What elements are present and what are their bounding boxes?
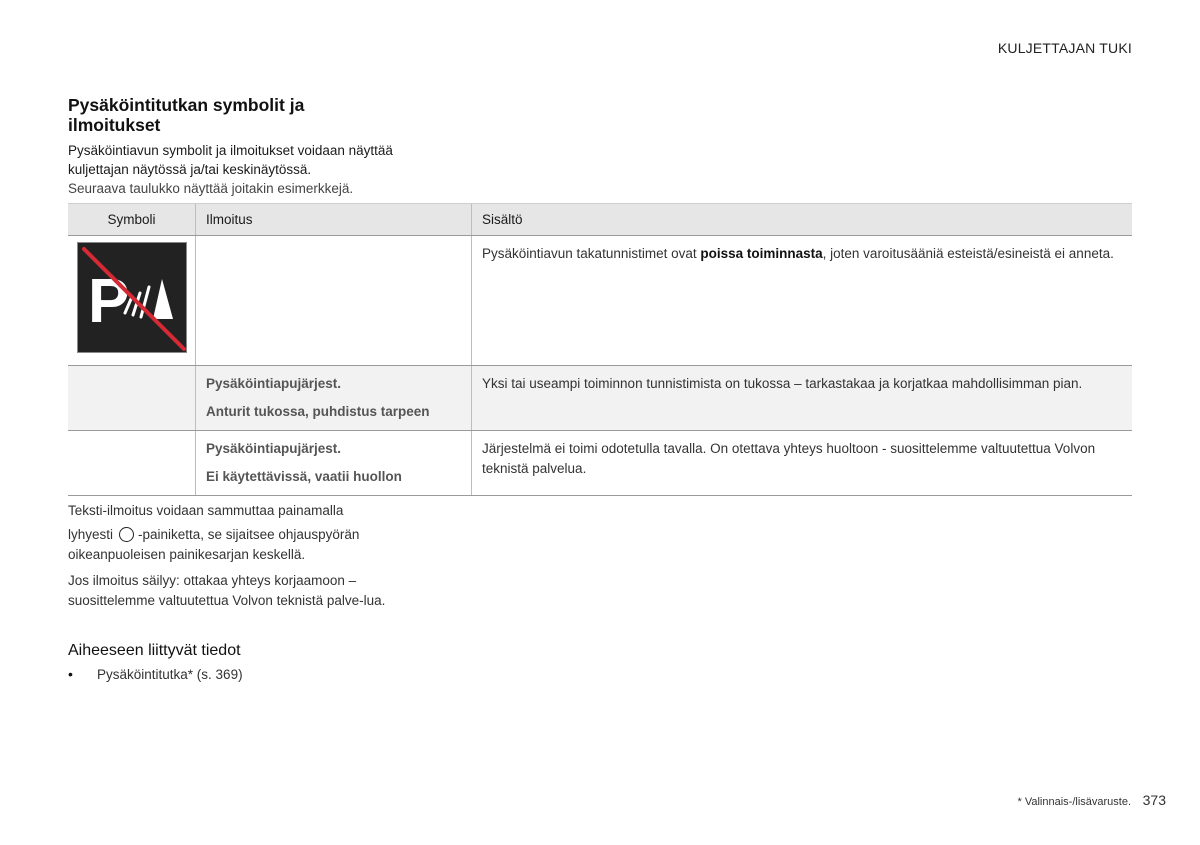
page-title: Pysäköintitutkan symbolit ja ilmoitukset [68,95,305,135]
content-text-post: , joten varoitusääniä esteistä/esineistä ei anneta. [822,246,1114,261]
dismiss-line-1: Teksti-ilmoitus voidaan sammuttaa painamalla [68,503,344,518]
parking-sensor-off-icon [77,242,187,353]
related-info-item[interactable]: • Pysäköintitutka* (s. 369) [68,664,243,685]
dismiss-post: -painiketta, se sijaitsee ohjauspyörän oikeanpuoleisen painikesarjan keskellä. [68,527,360,562]
dismiss-line-2 [68,525,408,565]
table-row [68,236,1132,366]
message-cell [196,236,472,366]
parking-sensor-off-graphic [78,243,188,354]
content-cell: Järjestelmä ei toimi odotetulla tavalla. On otettava yhteys huoltoon - suosittelemme valtuutettua Volvon teknistä palvelua. [472,431,1133,496]
table-row [68,366,1132,431]
message-cell [196,431,472,496]
footnote: * Valinnais-/lisävaruste. [1017,796,1132,808]
page-number: 373 [1142,792,1166,808]
content-text-pre: Pysäköintiavun takatunnistimet ovat [482,246,701,261]
running-header: KULJETTAJAN TUKI [997,40,1132,56]
symbols-table [68,203,1132,496]
parking-p-glyph: P [88,267,130,336]
content-cell [472,236,1133,366]
symbol-cell [68,431,196,496]
header-message: Ilmoitus [196,204,472,236]
message-line-2: Ei käytettävissä, vaatii huollon [206,469,402,484]
symbol-cell [68,366,196,431]
message-line-1: Pysäköintiapujärjest. [206,441,342,456]
table-header-row [68,204,1132,236]
content-cell: Yksi tai useampi toiminnon tunnistimista on tukossa – tarkastakaa ja korjatkaa mahdollisimman pian. [472,366,1133,431]
dismiss-pre: lyhyesti [68,527,114,542]
message-line-2: Anturit tukossa, puhdistus tarpeen [206,404,430,419]
intro-line-1: Pysäköintiavun symbolit ja ilmoitukset voidaan näyttää kuljettajan näytössä ja/tai keskinäytössä. [68,143,393,177]
related-info-list [68,664,243,685]
page-footer [1018,792,1167,808]
message-cell [196,366,472,431]
header-symbol: Symboli [68,204,196,236]
table-row [68,431,1132,496]
intro-line-2: Seuraava taulukko näyttää joitakin esimerkkejä. [68,181,354,196]
content-text-bold: poissa toiminnasta [700,246,823,261]
obstacle-cone [153,279,173,319]
related-info-title: Aiheeseen liittyvät tiedot [68,642,241,659]
persist-instructions: Jos ilmoitus säilyy: ottakaa yhteys korjaamoon – suosittelemme valtuutettua Volvon teknistä palve-lua. [68,573,386,608]
message-line-1: Pysäköintiapujärjest. [206,376,342,391]
steering-button-icon [119,527,134,542]
symbol-cell [68,236,196,366]
header-content: Sisältö [472,204,1133,236]
intro-text [68,141,408,198]
dismiss-instructions [68,501,408,565]
